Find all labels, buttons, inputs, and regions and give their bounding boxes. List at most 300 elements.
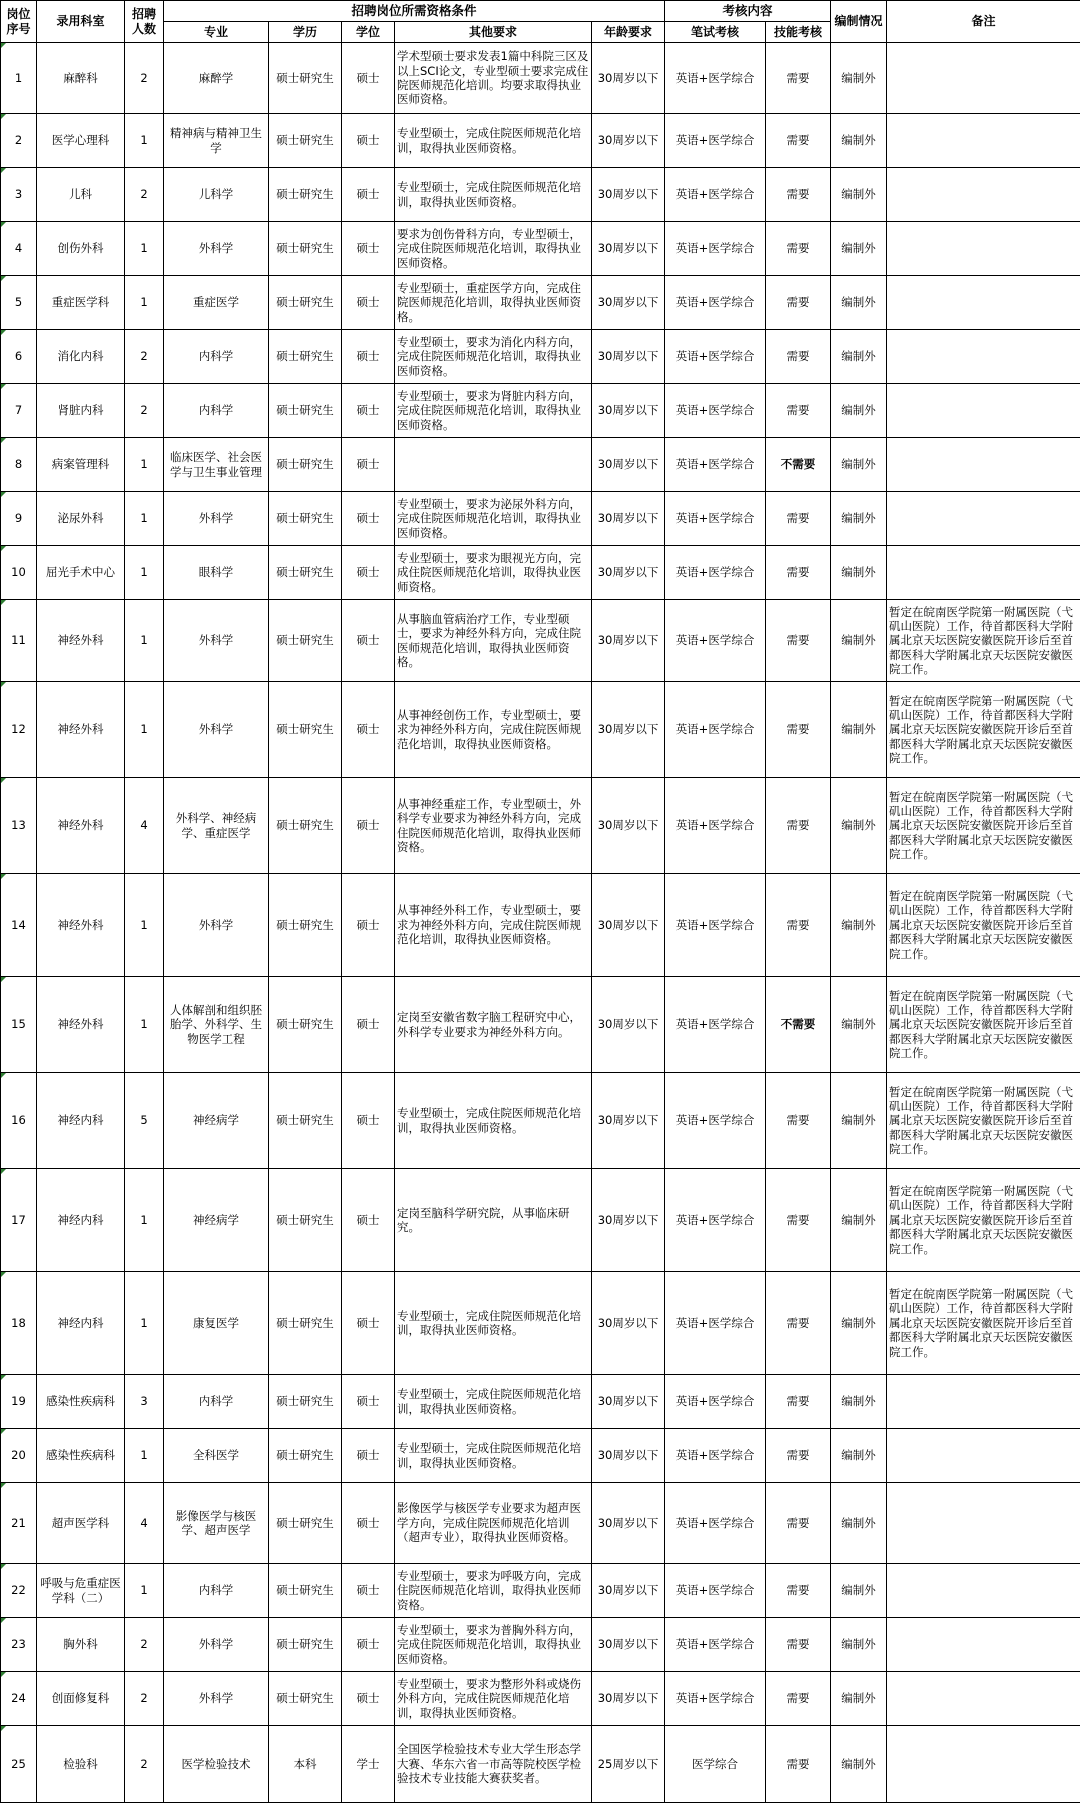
cell-major: 内科学	[164, 1375, 269, 1429]
cell-count: 1	[125, 438, 164, 492]
cell-degree: 硕士	[342, 1618, 395, 1672]
header-remarks: 备注	[887, 1, 1080, 43]
cell-skill: 需要	[766, 492, 831, 546]
cell-other: 专业型硕士，要求为消化内科方向，完成住院医师规范化培训，取得执业医师资格。	[395, 330, 592, 384]
cell-age: 30周岁以下	[592, 492, 665, 546]
cell-count: 1	[125, 1429, 164, 1483]
cell-seq: 1	[1, 43, 37, 114]
cell-dept: 肾脏内科	[37, 384, 125, 438]
cell-remarks: 暂定在皖南医学院第一附属医院（弋矶山医院）工作，待首都医科大学附属北京天坛医院安徽医院开诊后至首都医科大学附属北京天坛医院安徽医院工作。	[887, 778, 1080, 874]
cell-skill: 需要	[766, 1618, 831, 1672]
cell-other: 定岗至脑科学研究院，从事临床研究。	[395, 1169, 592, 1272]
header-count: 招聘人数	[125, 1, 164, 43]
cell-skill: 需要	[766, 600, 831, 682]
table-row	[1, 1375, 1080, 1429]
cell-remarks	[887, 43, 1080, 114]
cell-age: 30周岁以下	[592, 1272, 665, 1375]
cell-written: 英语+医学综合	[665, 1618, 766, 1672]
table-row	[1, 168, 1080, 222]
cell-other: 从事神经外科工作，专业型硕士，要求为神经外科方向，完成住院医师规范化培训，取得执业医师资格。	[395, 874, 592, 977]
header-dept: 录用科室	[37, 1, 125, 43]
cell-education: 硕士研究生	[269, 492, 342, 546]
cell-dept: 重症医学科	[37, 276, 125, 330]
cell-education: 硕士研究生	[269, 1429, 342, 1483]
cell-seq: 15	[1, 977, 37, 1073]
cell-seq: 6	[1, 330, 37, 384]
cell-staffing: 编制外	[831, 438, 887, 492]
table-row	[1, 977, 1080, 1073]
cell-staffing: 编制外	[831, 114, 887, 168]
cell-dept: 泌尿外科	[37, 492, 125, 546]
cell-degree: 硕士	[342, 276, 395, 330]
cell-count: 1	[125, 1564, 164, 1618]
cell-degree: 硕士	[342, 114, 395, 168]
cell-count: 1	[125, 1169, 164, 1272]
cell-count: 1	[125, 600, 164, 682]
cell-other: 专业型硕士，要求为普胸外科方向，完成住院医师规范化培训，取得执业医师资格。	[395, 1618, 592, 1672]
table-row	[1, 384, 1080, 438]
cell-remarks	[887, 546, 1080, 600]
cell-other: 专业型硕士，完成住院医师规范化培训，取得执业医师资格。	[395, 1429, 592, 1483]
cell-degree: 硕士	[342, 1272, 395, 1375]
cell-seq: 8	[1, 438, 37, 492]
cell-major: 精神病与精神卫生学	[164, 114, 269, 168]
cell-degree: 硕士	[342, 546, 395, 600]
cell-skill: 不需要	[766, 438, 831, 492]
cell-skill: 需要	[766, 276, 831, 330]
cell-dept: 创伤外科	[37, 222, 125, 276]
cell-count: 2	[125, 43, 164, 114]
cell-skill: 需要	[766, 1726, 831, 1803]
cell-staffing: 编制外	[831, 1169, 887, 1272]
cell-skill: 需要	[766, 1375, 831, 1429]
cell-skill: 需要	[766, 1169, 831, 1272]
cell-written: 英语+医学综合	[665, 546, 766, 600]
cell-written: 英语+医学综合	[665, 384, 766, 438]
cell-count: 2	[125, 1618, 164, 1672]
cell-degree: 硕士	[342, 1483, 395, 1564]
cell-seq: 23	[1, 1618, 37, 1672]
cell-seq: 7	[1, 384, 37, 438]
cell-age: 30周岁以下	[592, 1564, 665, 1618]
cell-other: 全国医学检验技术专业大学生形态学大赛、华东六省一市高等院校医学检验技术专业技能大赛获奖者。	[395, 1726, 592, 1803]
cell-written: 英语+医学综合	[665, 1272, 766, 1375]
cell-remarks	[887, 330, 1080, 384]
cell-other: 专业型硕士，要求为呼吸方向，完成住院医师规范化培训，取得执业医师资格。	[395, 1564, 592, 1618]
cell-written: 英语+医学综合	[665, 43, 766, 114]
cell-seq: 10	[1, 546, 37, 600]
cell-age: 30周岁以下	[592, 682, 665, 778]
cell-major: 外科学、神经病学、重症医学	[164, 778, 269, 874]
cell-dept: 感染性疾病科	[37, 1375, 125, 1429]
cell-degree: 硕士	[342, 977, 395, 1073]
cell-education: 硕士研究生	[269, 1672, 342, 1726]
header-staffing: 编制情况	[831, 1, 887, 43]
cell-degree: 硕士	[342, 874, 395, 977]
cell-written: 英语+医学综合	[665, 1429, 766, 1483]
cell-dept: 屈光手术中心	[37, 546, 125, 600]
cell-remarks: 暂定在皖南医学院第一附属医院（弋矶山医院）工作，待首都医科大学附属北京天坛医院安徽医院开诊后至首都医科大学附属北京天坛医院安徽医院工作。	[887, 1272, 1080, 1375]
header-seq: 岗位序号	[1, 1, 37, 43]
cell-count: 1	[125, 977, 164, 1073]
cell-staffing: 编制外	[831, 546, 887, 600]
cell-count: 4	[125, 778, 164, 874]
cell-other: 专业型硕士，要求为眼视光方向，完成住院医师规范化培训，取得执业医师资格。	[395, 546, 592, 600]
cell-remarks	[887, 492, 1080, 546]
cell-count: 2	[125, 1672, 164, 1726]
cell-seq: 25	[1, 1726, 37, 1803]
cell-education: 硕士研究生	[269, 1169, 342, 1272]
cell-other: 专业型硕士，完成住院医师规范化培训，取得执业医师资格。	[395, 1375, 592, 1429]
cell-staffing: 编制外	[831, 330, 887, 384]
cell-staffing: 编制外	[831, 43, 887, 114]
cell-other: 专业型硕士，完成住院医师规范化培训，取得执业医师资格。	[395, 114, 592, 168]
header-degree: 学位	[342, 22, 395, 43]
cell-written: 英语+医学综合	[665, 276, 766, 330]
cell-other: 专业型硕士，完成住院医师规范化培训，取得执业医师资格。	[395, 168, 592, 222]
table-row	[1, 222, 1080, 276]
cell-remarks: 暂定在皖南医学院第一附属医院（弋矶山医院）工作，待首都医科大学附属北京天坛医院安徽医院开诊后至首都医科大学附属北京天坛医院安徽医院工作。	[887, 1169, 1080, 1272]
cell-seq: 9	[1, 492, 37, 546]
header-age: 年龄要求	[592, 22, 665, 43]
cell-age: 30周岁以下	[592, 1618, 665, 1672]
cell-seq: 12	[1, 682, 37, 778]
cell-skill: 需要	[766, 1073, 831, 1169]
cell-major: 康复医学	[164, 1272, 269, 1375]
cell-skill: 需要	[766, 43, 831, 114]
cell-skill: 不需要	[766, 977, 831, 1073]
cell-other: 影像医学与核医学专业要求为超声医学方向，完成住院医师规范化培训（超声专业），取得执业医师资格。	[395, 1483, 592, 1564]
cell-dept: 神经外科	[37, 682, 125, 778]
cell-age: 30周岁以下	[592, 43, 665, 114]
cell-written: 医学综合	[665, 1726, 766, 1803]
cell-staffing: 编制外	[831, 1375, 887, 1429]
cell-dept: 神经外科	[37, 977, 125, 1073]
cell-other: 要求为创伤骨科方向，专业型硕士，完成住院医师规范化培训，取得执业医师资格。	[395, 222, 592, 276]
cell-degree: 硕士	[342, 1672, 395, 1726]
cell-seq: 19	[1, 1375, 37, 1429]
cell-major: 人体解剖和组织胚胎学、外科学、生物医学工程	[164, 977, 269, 1073]
cell-major: 外科学	[164, 492, 269, 546]
cell-seq: 17	[1, 1169, 37, 1272]
cell-age: 30周岁以下	[592, 330, 665, 384]
cell-other: 专业型硕士，要求为泌尿外科方向，完成住院医师规范化培训，取得执业医师资格。	[395, 492, 592, 546]
cell-seq: 2	[1, 114, 37, 168]
cell-major: 眼科学	[164, 546, 269, 600]
cell-major: 外科学	[164, 682, 269, 778]
cell-staffing: 编制外	[831, 1618, 887, 1672]
cell-remarks	[887, 1618, 1080, 1672]
cell-count: 1	[125, 682, 164, 778]
table-row	[1, 330, 1080, 384]
cell-education: 硕士研究生	[269, 778, 342, 874]
cell-major: 神经病学	[164, 1169, 269, 1272]
cell-skill: 需要	[766, 168, 831, 222]
cell-staffing: 编制外	[831, 874, 887, 977]
cell-dept: 神经内科	[37, 1073, 125, 1169]
cell-written: 英语+医学综合	[665, 114, 766, 168]
cell-seq: 13	[1, 778, 37, 874]
cell-dept: 感染性疾病科	[37, 1429, 125, 1483]
cell-degree: 硕士	[342, 682, 395, 778]
cell-remarks	[887, 384, 1080, 438]
cell-education: 硕士研究生	[269, 168, 342, 222]
cell-dept: 创面修复科	[37, 1672, 125, 1726]
cell-dept: 神经内科	[37, 1169, 125, 1272]
cell-dept: 神经外科	[37, 600, 125, 682]
table-row	[1, 682, 1080, 778]
cell-remarks	[887, 114, 1080, 168]
cell-degree: 硕士	[342, 438, 395, 492]
cell-seq: 4	[1, 222, 37, 276]
cell-staffing: 编制外	[831, 1429, 887, 1483]
cell-seq: 5	[1, 276, 37, 330]
table-row	[1, 1672, 1080, 1726]
cell-staffing: 编制外	[831, 682, 887, 778]
cell-staffing: 编制外	[831, 1483, 887, 1564]
cell-major: 内科学	[164, 1564, 269, 1618]
cell-dept: 胸外科	[37, 1618, 125, 1672]
cell-count: 1	[125, 1272, 164, 1375]
cell-other: 专业型硕士，要求为肾脏内科方向，完成住院医师规范化培训，取得执业医师资格。	[395, 384, 592, 438]
cell-education: 硕士研究生	[269, 384, 342, 438]
cell-count: 4	[125, 1483, 164, 1564]
cell-age: 30周岁以下	[592, 168, 665, 222]
cell-education: 硕士研究生	[269, 546, 342, 600]
cell-remarks	[887, 222, 1080, 276]
cell-written: 英语+医学综合	[665, 438, 766, 492]
cell-staffing: 编制外	[831, 1726, 887, 1803]
cell-written: 英语+医学综合	[665, 977, 766, 1073]
cell-major: 重症医学	[164, 276, 269, 330]
cell-major: 外科学	[164, 874, 269, 977]
cell-skill: 需要	[766, 384, 831, 438]
cell-dept: 超声医学科	[37, 1483, 125, 1564]
cell-major: 外科学	[164, 600, 269, 682]
cell-seq: 16	[1, 1073, 37, 1169]
cell-count: 2	[125, 384, 164, 438]
cell-staffing: 编制外	[831, 1272, 887, 1375]
cell-written: 英语+医学综合	[665, 1169, 766, 1272]
cell-education: 硕士研究生	[269, 977, 342, 1073]
cell-other: 从事神经创伤工作，专业型硕士，要求为神经外科方向，完成住院医师规范化培训，取得执业医师资格。	[395, 682, 592, 778]
cell-age: 30周岁以下	[592, 546, 665, 600]
cell-other: 定岗至安徽省数字脑工程研究中心，外科学专业要求为神经外科方向。	[395, 977, 592, 1073]
header-education: 学历	[269, 22, 342, 43]
cell-staffing: 编制外	[831, 977, 887, 1073]
cell-count: 1	[125, 276, 164, 330]
cell-seq: 22	[1, 1564, 37, 1618]
cell-skill: 需要	[766, 546, 831, 600]
cell-dept: 医学心理科	[37, 114, 125, 168]
cell-staffing: 编制外	[831, 168, 887, 222]
cell-degree: 硕士	[342, 600, 395, 682]
cell-degree: 硕士	[342, 43, 395, 114]
cell-dept: 神经外科	[37, 778, 125, 874]
cell-age: 30周岁以下	[592, 1073, 665, 1169]
table-row	[1, 874, 1080, 977]
cell-seq: 24	[1, 1672, 37, 1726]
cell-remarks	[887, 1672, 1080, 1726]
cell-staffing: 编制外	[831, 600, 887, 682]
cell-major: 麻醉学	[164, 43, 269, 114]
cell-dept: 检验科	[37, 1726, 125, 1803]
cell-major: 外科学	[164, 1618, 269, 1672]
cell-education: 硕士研究生	[269, 43, 342, 114]
cell-other: 专业型硕士，完成住院医师规范化培训，取得执业医师资格。	[395, 1073, 592, 1169]
cell-staffing: 编制外	[831, 1672, 887, 1726]
cell-major: 内科学	[164, 384, 269, 438]
cell-written: 英语+医学综合	[665, 492, 766, 546]
cell-staffing: 编制外	[831, 492, 887, 546]
cell-count: 2	[125, 168, 164, 222]
header-exam-group: 考核内容	[665, 1, 831, 22]
table-row	[1, 1073, 1080, 1169]
cell-other: 学术型硕士要求发表1篇中科院三区及以上SCI论文，专业型硕士要求完成住院医师规范化培训。均要求取得执业医师资格。	[395, 43, 592, 114]
cell-other: 从事神经重症工作，专业型硕士，外科学专业要求为神经外科方向，完成住院医师规范化培训，取得执业医师资格。	[395, 778, 592, 874]
cell-degree: 硕士	[342, 1169, 395, 1272]
cell-age: 30周岁以下	[592, 1429, 665, 1483]
cell-education: 硕士研究生	[269, 222, 342, 276]
cell-staffing: 编制外	[831, 276, 887, 330]
cell-education: 硕士研究生	[269, 1073, 342, 1169]
cell-degree: 硕士	[342, 384, 395, 438]
cell-remarks: 暂定在皖南医学院第一附属医院（弋矶山医院）工作，待首都医科大学附属北京天坛医院安徽医院开诊后至首都医科大学附属北京天坛医院安徽医院工作。	[887, 1073, 1080, 1169]
cell-staffing: 编制外	[831, 1073, 887, 1169]
cell-seq: 20	[1, 1429, 37, 1483]
cell-count: 5	[125, 1073, 164, 1169]
cell-other: 专业型硕士，重症医学方向，完成住院医师规范化培训，取得执业医师资格。	[395, 276, 592, 330]
cell-age: 30周岁以下	[592, 276, 665, 330]
cell-age: 30周岁以下	[592, 222, 665, 276]
cell-education: 硕士研究生	[269, 1483, 342, 1564]
cell-staffing: 编制外	[831, 222, 887, 276]
cell-count: 1	[125, 546, 164, 600]
cell-major: 医学检验技术	[164, 1726, 269, 1803]
cell-education: 硕士研究生	[269, 330, 342, 384]
cell-education: 本科	[269, 1726, 342, 1803]
table-row	[1, 1483, 1080, 1564]
cell-written: 英语+医学综合	[665, 1073, 766, 1169]
cell-seq: 21	[1, 1483, 37, 1564]
cell-skill: 需要	[766, 874, 831, 977]
cell-count: 1	[125, 874, 164, 977]
cell-education: 硕士研究生	[269, 874, 342, 977]
cell-education: 硕士研究生	[269, 1272, 342, 1375]
cell-remarks	[887, 438, 1080, 492]
cell-written: 英语+医学综合	[665, 1672, 766, 1726]
cell-major: 神经病学	[164, 1073, 269, 1169]
cell-count: 3	[125, 1375, 164, 1429]
cell-degree: 硕士	[342, 1073, 395, 1169]
cell-age: 30周岁以下	[592, 114, 665, 168]
cell-seq: 14	[1, 874, 37, 977]
cell-count: 1	[125, 492, 164, 546]
table-row	[1, 276, 1080, 330]
table-header	[1, 1, 1080, 43]
header-other: 其他要求	[395, 22, 592, 43]
cell-skill: 需要	[766, 682, 831, 778]
table-row	[1, 778, 1080, 874]
cell-age: 30周岁以下	[592, 1672, 665, 1726]
cell-other: 专业型硕士，完成住院医师规范化培训，取得执业医师资格。	[395, 1272, 592, 1375]
table-row	[1, 546, 1080, 600]
cell-written: 英语+医学综合	[665, 874, 766, 977]
cell-written: 英语+医学综合	[665, 1483, 766, 1564]
cell-degree: 学士	[342, 1726, 395, 1803]
cell-staffing: 编制外	[831, 778, 887, 874]
cell-skill: 需要	[766, 1564, 831, 1618]
cell-dept: 消化内科	[37, 330, 125, 384]
table-row	[1, 492, 1080, 546]
cell-count: 2	[125, 330, 164, 384]
cell-major: 儿科学	[164, 168, 269, 222]
table-row	[1, 1564, 1080, 1618]
cell-dept: 神经内科	[37, 1272, 125, 1375]
cell-skill: 需要	[766, 330, 831, 384]
cell-age: 30周岁以下	[592, 778, 665, 874]
cell-education: 硕士研究生	[269, 438, 342, 492]
cell-skill: 需要	[766, 778, 831, 874]
cell-remarks: 暂定在皖南医学院第一附属医院（弋矶山医院）工作，待首都医科大学附属北京天坛医院安徽医院开诊后至首都医科大学附属北京天坛医院安徽医院工作。	[887, 874, 1080, 977]
cell-age: 30周岁以下	[592, 1375, 665, 1429]
cell-age: 30周岁以下	[592, 600, 665, 682]
cell-degree: 硕士	[342, 330, 395, 384]
cell-remarks	[887, 1726, 1080, 1803]
cell-major: 影像医学与核医学、超声医学	[164, 1483, 269, 1564]
cell-age: 30周岁以下	[592, 438, 665, 492]
cell-dept: 呼吸与危重症医学科（二）	[37, 1564, 125, 1618]
table-row	[1, 1726, 1080, 1803]
cell-skill: 需要	[766, 114, 831, 168]
cell-education: 硕士研究生	[269, 1564, 342, 1618]
table-row	[1, 1618, 1080, 1672]
cell-age: 30周岁以下	[592, 977, 665, 1073]
cell-degree: 硕士	[342, 1429, 395, 1483]
cell-age: 30周岁以下	[592, 384, 665, 438]
table-row	[1, 1169, 1080, 1272]
cell-remarks	[887, 1564, 1080, 1618]
cell-written: 英语+医学综合	[665, 778, 766, 874]
cell-written: 英语+医学综合	[665, 600, 766, 682]
cell-skill: 需要	[766, 1672, 831, 1726]
cell-education: 硕士研究生	[269, 682, 342, 778]
cell-count: 1	[125, 114, 164, 168]
cell-education: 硕士研究生	[269, 114, 342, 168]
cell-remarks: 暂定在皖南医学院第一附属医院（弋矶山医院）工作，待首都医科大学附属北京天坛医院安徽医院开诊后至首都医科大学附属北京天坛医院安徽医院工作。	[887, 977, 1080, 1073]
cell-other: 从事脑血管病治疗工作，专业型硕士，要求为神经外科方向，完成住院医师规范化培训，取得执业医师资格。	[395, 600, 592, 682]
cell-degree: 硕士	[342, 492, 395, 546]
table-row	[1, 43, 1080, 114]
cell-remarks	[887, 1375, 1080, 1429]
cell-major: 临床医学、社会医学与卫生事业管理	[164, 438, 269, 492]
cell-written: 英语+医学综合	[665, 1375, 766, 1429]
cell-dept: 儿科	[37, 168, 125, 222]
cell-written: 英语+医学综合	[665, 682, 766, 778]
cell-skill: 需要	[766, 1483, 831, 1564]
cell-seq: 3	[1, 168, 37, 222]
cell-written: 英语+医学综合	[665, 222, 766, 276]
cell-major: 内科学	[164, 330, 269, 384]
table-row	[1, 1429, 1080, 1483]
cell-written: 英语+医学综合	[665, 330, 766, 384]
cell-age: 25周岁以下	[592, 1726, 665, 1803]
cell-count: 2	[125, 1726, 164, 1803]
cell-age: 30周岁以下	[592, 1169, 665, 1272]
cell-other	[395, 438, 592, 492]
table-row	[1, 438, 1080, 492]
cell-seq: 11	[1, 600, 37, 682]
